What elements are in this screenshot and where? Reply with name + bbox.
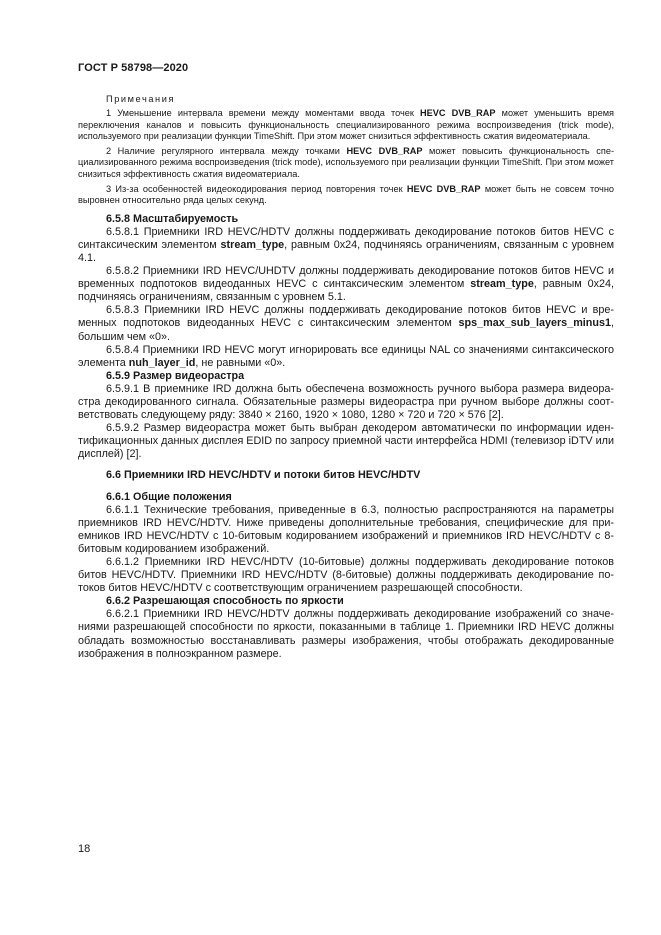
page-number: 18 bbox=[78, 843, 91, 855]
syntax-element: nuh_layer_id bbox=[128, 356, 196, 369]
note-text: может уменьшить время переключения каналов и повысить функциональность специализированного режима воспроизведения (trick mode), используемого при реализации функции TimeShift. При этом может снизиться эффективность сжатия видеоматериала. bbox=[78, 108, 614, 141]
section-heading-6-5-9: 6.5.9 Размер видеорастра bbox=[106, 369, 245, 382]
paragraph-6-5-8-4 bbox=[78, 344, 614, 370]
section-heading-6-6-2: 6.6.2 Разрешающая способность по яркости bbox=[106, 595, 344, 608]
document-header: ГОСТ Р 58798—2020 bbox=[78, 62, 189, 74]
note-term: HEVC DVB_RAP bbox=[406, 184, 481, 195]
section-heading-6-6-1: 6.6.1 Общие положения bbox=[106, 490, 232, 503]
note-3 bbox=[78, 184, 614, 207]
paragraph-text: 6.5.8.2 Приемники IRD HEVC/UHDTV должны поддерживать декодирование потоков битов HEVC и временных подпотоков видеоданных HEVC с синтаксическим элементом bbox=[78, 265, 614, 291]
paragraph-6-5-8-1 bbox=[78, 226, 614, 265]
paragraph-6-6-1-2: 6.6.1.2 Приемники IRD HEVC/HDTV (10-битовые) должны поддерживать декодирование потоков битов HEVC/HDTV. Приемники IRD HEVC/HDTV (8-битовые) должны поддерживать декодирование потоков битов HEVC/HDTV с соответствующим ограничением разрешающей способности. bbox=[78, 556, 614, 595]
note-text: 2 Наличие регулярного интервала между точками bbox=[106, 146, 347, 157]
paragraph-text: 6.5.8.4 Приемники IRD HEVC могут игнорировать все единицы NAL со значениями синтаксического элемента bbox=[78, 343, 614, 369]
note-text: может повысить функциональность специализированного режима воспроизведения (trick mode), используемого при реализации функции TimeShift. При этом может снизиться эффективность сжатия видеоматериала. bbox=[78, 146, 614, 179]
note-term: HEVC DVB_RAP bbox=[420, 108, 496, 119]
paragraph-6-6-1-1: 6.6.1.1 Технические требования, приведенные в 6.3, полностью распространяются на параметры приемников IRD HEVC/HDTV. Ниже приведены дополнительные требования, специфические для приемников IRD HEVC/HDTV с 10-битовым кодированием изображений и приемников IRD HEVC/HDTV с 8-битовым кодированием изображений. bbox=[78, 503, 614, 555]
syntax-element: sps_max_sub_layers_minus1 bbox=[458, 317, 611, 330]
paragraph-6-5-8-3 bbox=[78, 304, 614, 343]
paragraph-text: , равным 0x24, подчиняясь ограничениям, связанным с уровнем 5.1. bbox=[78, 278, 614, 304]
paragraph-text: , равным 0x24, подчиняясь ограничениям, связанным с уровнем 4.1. bbox=[78, 238, 614, 264]
note-text: может быть не совсем точно выровнен относительно ряда целых секунд. bbox=[78, 184, 614, 206]
paragraph-6-5-9-1: 6.5.9.1 В приемнике IRD должна быть обеспечена возможность ручного выбора размера видеорастра декодированного сигнала. Обязательные размеры видеорастра при ручном выборе должны соответствовать следующему ряду: 3840 × 2160, 1920 × 1080, 1280 × 720 и 720 × 576 [2]. bbox=[78, 382, 614, 422]
paragraph-text: , не равными «0». bbox=[195, 356, 286, 369]
note-text: 3 Из-за особенностей видеокодирования период повторения точек bbox=[106, 184, 407, 195]
note-text: 1 Уменьшение интервала времени между моментами ввода точек bbox=[106, 108, 421, 119]
paragraph-text: 6.5.8.3 Приемники IRD HEVC должны поддерживать декодирование потоков битов HEVC и временных подпотоков видеоданных HEVC с синтаксическим элементом bbox=[78, 304, 614, 330]
document-body bbox=[78, 94, 614, 661]
syntax-element: stream_type bbox=[220, 238, 285, 251]
note-2 bbox=[78, 146, 614, 180]
note-term: HEVC DVB_RAP bbox=[346, 146, 423, 157]
paragraph-6-5-9-2: 6.5.9.2 Размер видеорастра может быть выбран декодером автоматически по информации идентификационных данных дисплея EDID по запросу приемной части интерфейса HDMI (телевизор iDTV или дисплей) [2]. bbox=[78, 422, 614, 461]
paragraph-6-6-2-1: 6.6.2.1 Приемники IRD HEVC/HDTV должны поддерживать декодирование изображений со значениями разрешающей способности по яркости, показанными в таблице 1. Приемники IRD HEVC должны обладать возможностью восстанавливать размеры изображения, чтобы отображать декодированные изображения в полноэкранном размере. bbox=[78, 608, 614, 660]
section-heading-6-6: 6.6 Приемники IRD HEVC/HDTV и потоки битов HEVC/HDTV bbox=[106, 469, 421, 482]
paragraph-text: 6.5.8.1 Приемники IRD HEVC/HDTV должны поддерживать декодирование потоков битов HEVC с синтаксическим элементом bbox=[78, 225, 614, 251]
syntax-element: stream_type bbox=[470, 278, 534, 291]
notes-title: Примечания bbox=[106, 94, 176, 104]
paragraph-text: , большим чем «0». bbox=[78, 317, 614, 343]
note-1 bbox=[78, 108, 614, 142]
section-heading-6-5-8: 6.5.8 Масштабируемость bbox=[106, 212, 239, 225]
paragraph-6-5-8-2 bbox=[78, 265, 614, 304]
